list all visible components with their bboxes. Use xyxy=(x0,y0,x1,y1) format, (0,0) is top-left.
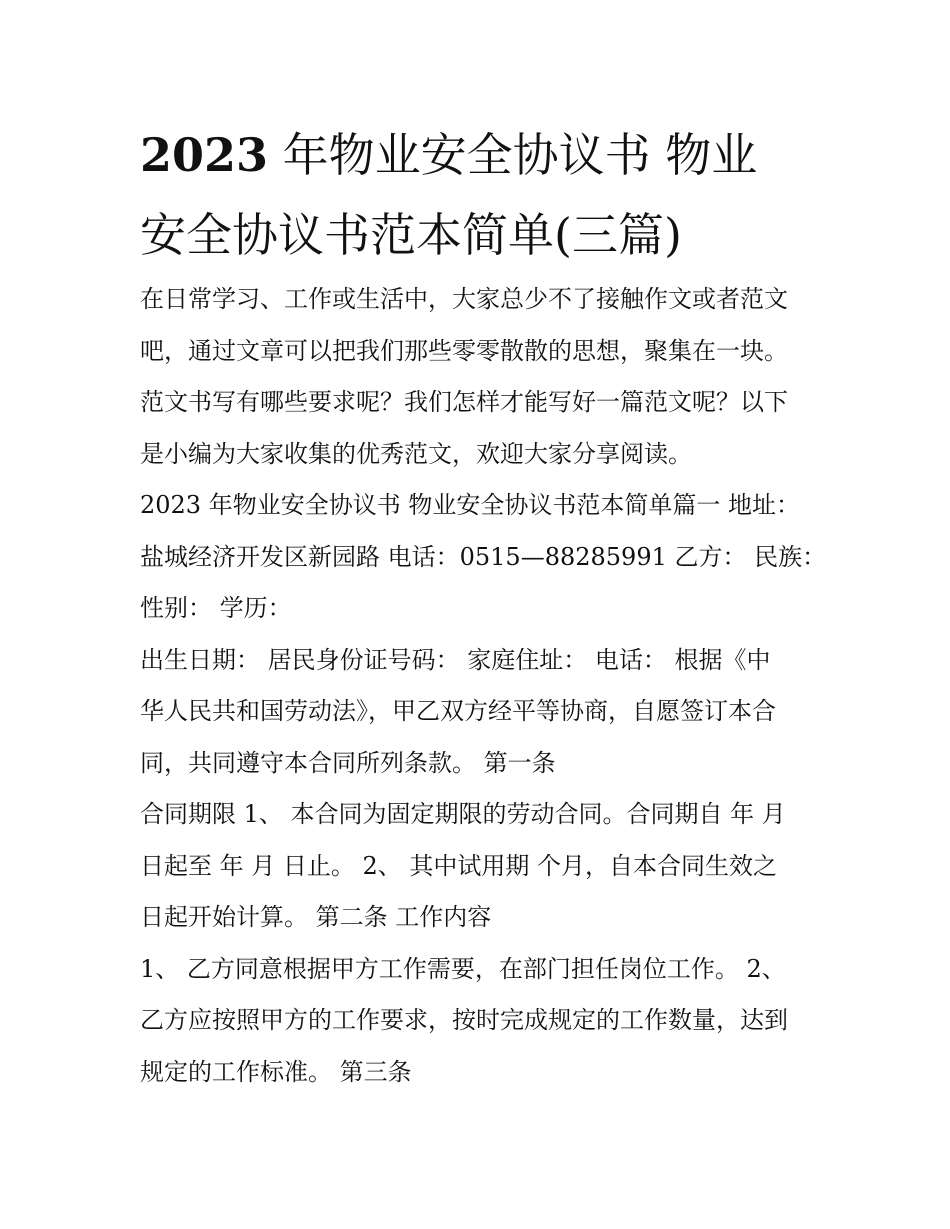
body-line: 在日常学习、工作或生活中，大家总少不了接触作文或者范文 xyxy=(140,285,788,313)
title-line-1 xyxy=(140,115,830,195)
title-line-1-text: 年物业安全协议书 物业 xyxy=(268,128,758,182)
body-line: 规定的工作标准。 第三条 xyxy=(140,1057,412,1086)
title-year: 2023 xyxy=(140,128,269,182)
body-line: 1、 乙方同意根据甲方工作需要，在部门担任岗位工作。 2、 xyxy=(140,954,786,983)
body-line: 乙方应按照甲方的工作要求，按时完成规定的工作数量，达到 xyxy=(140,1006,788,1034)
body-line: 范文书写有哪些要求呢？我们怎样才能写好一篇范文呢？以下 xyxy=(140,388,788,416)
body-line: 日起至 年 月 日止。 2、 其中试用期 个月，自本合同生效之 xyxy=(140,851,778,880)
body-line: 性别： 学历： xyxy=(140,594,292,622)
body-line: 盐城经济开发区新园路 电话：0515—88285991 乙方： 民族： xyxy=(140,542,827,571)
title-line-2: 安全协议书范本简单(三篇) xyxy=(140,208,682,262)
body-line: 出生日期： 居民身份证号码： 家庭住址： 电话： 根据《中 xyxy=(140,645,771,674)
body-line: 合同期限 1、 本合同为固定期限的劳动合同。合同期自 年 月 xyxy=(140,800,786,828)
body-line: 日起开始计算。 第二条 工作内容 xyxy=(140,903,492,931)
body-line: 同，共同遵守本合同所列条款。 第一条 xyxy=(140,748,556,777)
body-line: 华人民共和国劳动法》，甲乙双方经平等协商，自愿签订本合 xyxy=(140,697,776,725)
document-title xyxy=(140,115,830,275)
document-body xyxy=(140,274,827,1098)
body-line: 2023 年物业安全协议书 物业安全协议书范本简单篇一 地址： xyxy=(140,491,800,519)
body-line: 吧，通过文章可以把我们那些零零散散的思想，聚集在一块。 xyxy=(140,336,788,365)
body-line: 是小编为大家收集的优秀范文，欢迎大家分享阅读。 xyxy=(140,439,692,468)
